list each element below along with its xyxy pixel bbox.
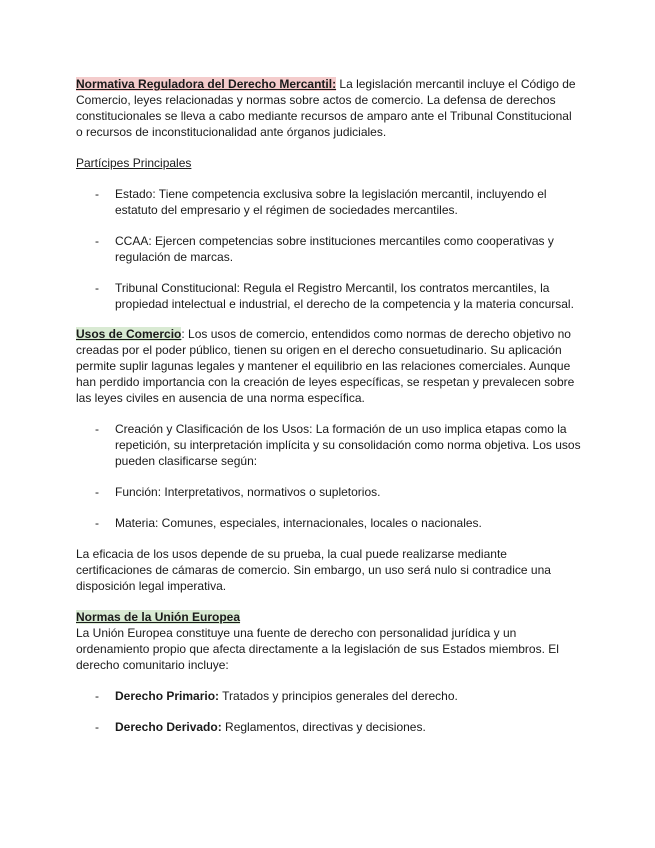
heading-participes xyxy=(76,155,581,171)
normativa-text: La legislación mercantil incluye el Código de Comercio, leyes relacionadas y normas sobre actos de comercio. La defensa de derechos constitucionales se lleva a cabo mediante recursos de amparo ante el Tribunal Constitucional o recursos de inconstitucionalidad ante órganos judiciales. xyxy=(76,77,576,139)
list-item-text: Función: Interpretativos, normativos o supletorios. xyxy=(115,485,381,499)
term-derecho-derivado: Derecho Derivado: xyxy=(115,720,222,734)
list-item-text: CCAA: Ejercen competencias sobre instituciones mercantiles como cooperativas y regulación de marcas. xyxy=(115,234,554,264)
list-marker: - xyxy=(95,281,99,295)
list-item xyxy=(76,421,581,469)
usos-list xyxy=(76,421,581,531)
usos-text: : Los usos de comercio, entendidos como normas de derecho objetivo no creadas por el poder público, tienen su origen en el derecho consuetudinario. Su aplicación permite suplir lagunas legales y mantener el equilibrio en las relaciones comerciales. Aunque han perdido importancia con la creación de leyes específicas, se respetan y prevalecen sobre las leyes civiles en ausencia de una norma específica. xyxy=(76,327,575,405)
ue-paragraph: La Unión Europea constituye una fuente de derecho con personalidad jurídica y un ordenamiento propio que afecta directamente a la legislación de sus Estados miembros. El derecho comunitario incluye: xyxy=(76,626,559,672)
heading-ue xyxy=(76,609,581,625)
list-item-text: Reglamentos, directivas y decisiones. xyxy=(221,720,426,734)
list-item xyxy=(76,688,581,704)
heading-usos: Usos de Comercio xyxy=(76,327,182,341)
ue-list xyxy=(76,688,581,735)
list-marker: - xyxy=(95,485,99,499)
document-page xyxy=(76,76,581,735)
list-item-text: Materia: Comunes, especiales, internacionales, locales o nacionales. xyxy=(115,516,482,530)
list-item-text: Creación y Clasificación de los Usos: La formación de un uso implica etapas como la repetición, su interpretación implícita y su consolidación como norma objetiva. Los usos pueden clasificarse según: xyxy=(115,422,581,468)
heading-normativa: Normativa Reguladora del Derecho Mercantil: xyxy=(76,77,337,91)
list-item-text: Tratados y principios generales del derecho. xyxy=(219,689,458,703)
list-item-text: Estado: Tiene competencia exclusiva sobre la legislación mercantil, incluyendo el estatuto del empresario y el régimen de sociedades mercantiles. xyxy=(115,187,547,217)
section-normativa xyxy=(76,76,581,140)
list-item xyxy=(76,515,581,531)
term-derecho-primario: Derecho Primario: xyxy=(115,689,220,703)
participes-title: Partícipes Principales xyxy=(76,156,192,170)
list-item xyxy=(76,484,581,500)
list-marker: - xyxy=(95,187,99,201)
participes-list xyxy=(76,186,581,312)
list-marker: - xyxy=(95,720,99,734)
list-item xyxy=(76,233,581,265)
list-marker: - xyxy=(95,516,99,530)
list-item xyxy=(76,186,581,218)
list-marker: - xyxy=(95,234,99,248)
usos-closing-paragraph: La eficacia de los usos depende de su prueba, la cual puede realizarse mediante certificaciones de cámaras de comercio. Sin embargo, un uso será nulo si contradice una disposición legal imperativa. xyxy=(76,547,551,593)
list-item xyxy=(76,719,581,735)
list-marker: - xyxy=(95,689,99,703)
list-marker: - xyxy=(95,422,99,436)
list-item-text: Tribunal Constitucional: Regula el Registro Mercantil, los contratos mercantiles, la propiedad intelectual e industrial, el derecho de la competencia y la materia concursal. xyxy=(115,281,574,311)
ue-title: Normas de la Unión Europea xyxy=(76,610,241,624)
list-item xyxy=(76,280,581,312)
section-usos xyxy=(76,326,581,406)
